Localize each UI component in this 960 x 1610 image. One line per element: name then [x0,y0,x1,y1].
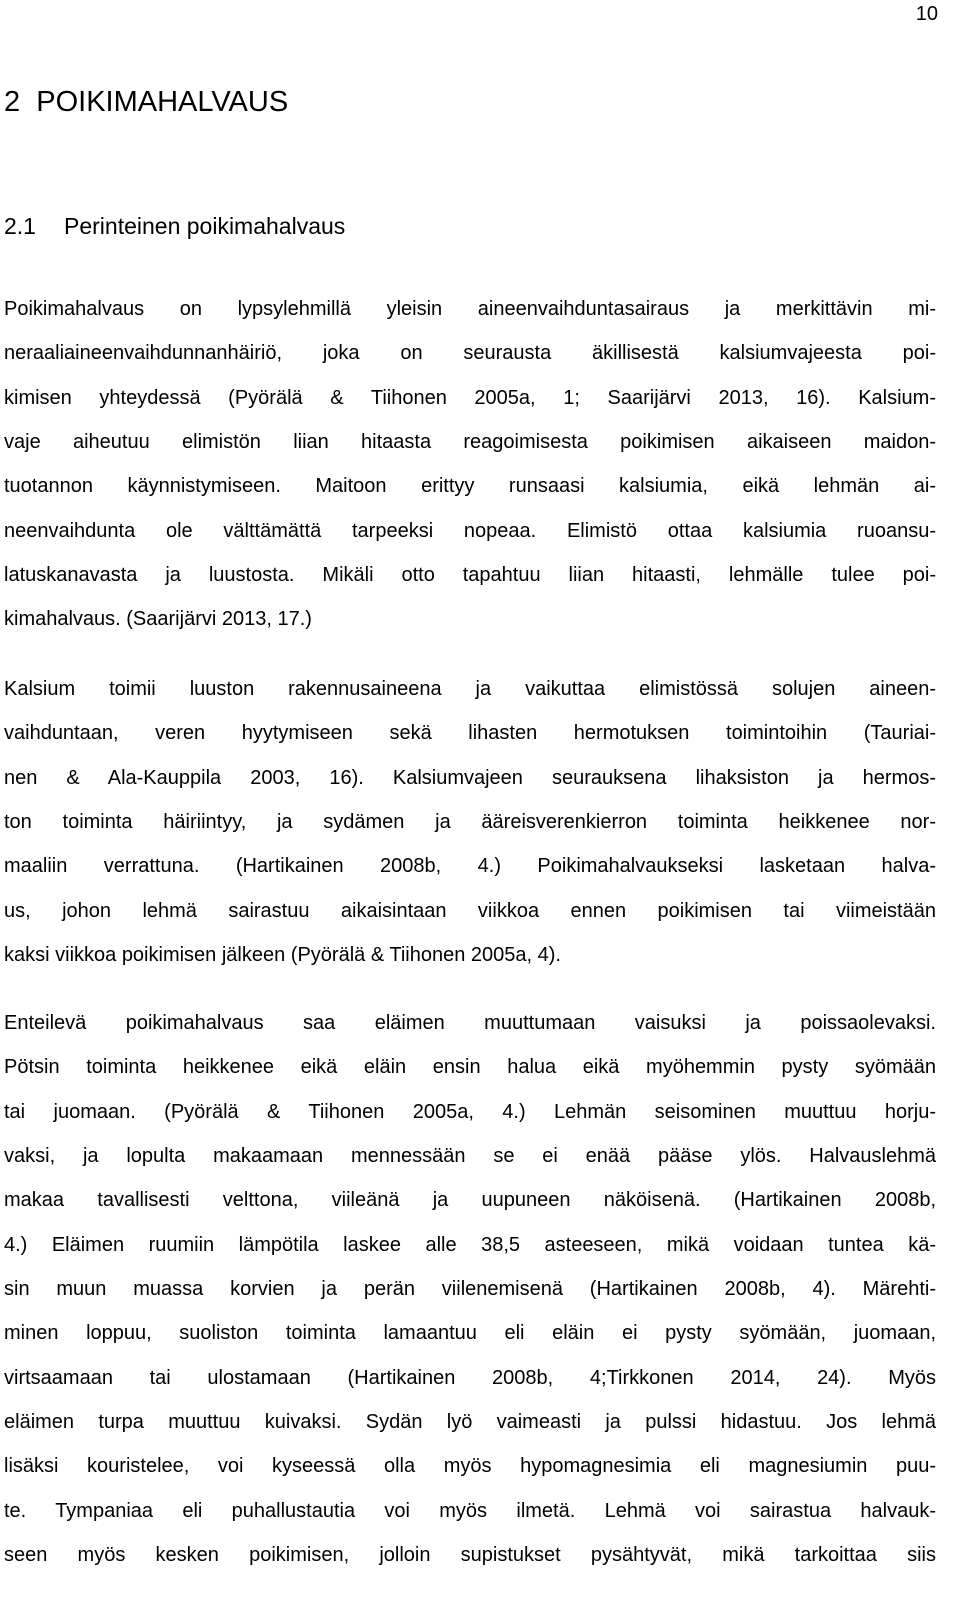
text-line: makaa tavallisesti velttona, viileänä ja uupuneen näköisenä. (Hartikainen 2008b, [4,1189,936,1212]
text-line: sin muun muassa korvien ja perän viilenemisenä (Hartikainen 2008b, 4). Märehti- [4,1278,936,1301]
paragraph-3 [4,1001,936,1577]
text-line: ton toiminta häiriintyy, ja sydämen ja ääreisverenkierron toiminta heikkenee nor- [4,811,936,834]
text-line: vaksi, ja lopulta makaamaan mennessään se ei enää pääse ylös. Halvauslehmä [4,1145,936,1168]
text-line: maaliin verrattuna. (Hartikainen 2008b, 4.) Poikimahalvaukseksi lasketaan halva- [4,855,936,878]
section-number: 2.1 [4,213,36,239]
text-line: tuotannon käynnistymiseen. Maitoon erittyy runsaasi kalsiumia, eikä lehmän ai- [4,475,936,498]
text-line: us, johon lehmä sairastuu aikaisintaan viikkoa ennen poikimisen tai viimeistään [4,899,936,922]
text-line: Poikimahalvaus on lypsylehmillä yleisin aineenvaihduntasairaus ja merkittävin mi- [4,298,936,320]
text-line: neenvaihdunta ole välttämättä tarpeeksi nopeaa. Elimistö ottaa kalsiumia ruoansu- [4,519,936,542]
page-number: 10 [915,3,938,25]
paragraph-1 [4,287,936,642]
paragraph-2 [4,667,936,977]
text-line: Kalsium toimii luuston rakennusaineena ja vaikuttaa elimistössä solujen aineen- [4,678,936,700]
section-title: Perinteinen poikimahalvaus [64,213,346,239]
text-line: kimisen yhteydessä (Pyörälä & Tiihonen 2005a, 1; Saarijärvi 2013, 16). Kalsium- [4,386,936,409]
text-line: Pötsin toiminta heikkenee eikä eläin ensin halua eikä myöhemmin pysty syömään [4,1056,936,1079]
text-line: vaihduntaan, veren hyytymiseen sekä lihasten hermotuksen toimintoihin (Tauriai- [4,722,936,745]
text-line: nen & Ala-Kauppila 2003, 16). Kalsiumvajeen seurauksena lihaksiston ja hermos- [4,766,936,789]
text-line: latuskanavasta ja luustosta. Mikäli otto tapahtuu liian hitaasti, lehmälle tulee poi- [4,564,936,587]
text-line: kimahalvaus. (Saarijärvi 2013, 17.) [4,608,312,631]
text-line: minen loppuu, suoliston toiminta lamaantuu eli eläin ei pysty syömään, juomaan, [4,1322,936,1345]
text-line: seen myös kesken poikimisen, jolloin supistukset pysähtyvät, mikä tarkoittaa siis [4,1544,936,1567]
text-line: eläimen turpa muuttuu kuivaksi. Sydän lyö vaimeasti ja pulssi hidastuu. Jos lehmä [4,1411,936,1434]
text-line: tai juomaan. (Pyörälä & Tiihonen 2005a, 4.) Lehmän seisominen muuttuu horju- [4,1100,936,1123]
section-heading [4,209,345,243]
text-line: lisäksi kouristelee, voi kyseessä olla myös hypomagnesimia eli magnesiumin puu- [4,1455,936,1478]
text-line: neraaliaineenvaihdunnanhäiriö, joka on seurausta äkillisestä kalsiumvajeesta poi- [4,342,936,365]
text-line: Enteilevä poikimahalvaus saa eläimen muuttumaan vaisuksi ja poissaolevaksi. [4,1012,936,1034]
text-line: 4.) Eläimen ruumiin lämpötila laskee alle 38,5 asteeseen, mikä voidaan tuntea kä- [4,1233,936,1256]
text-line: virtsaamaan tai ulostamaan (Hartikainen 2008b, 4;Tirkkonen 2014, 24). Myös [4,1366,936,1389]
text-line: vaje aiheutuu elimistön liian hitaasta reagoimisesta poikimisen aikaiseen maidon- [4,431,936,454]
text-line: kaksi viikkoa poikimisen jälkeen (Pyörälä & Tiihonen 2005a, 4). [4,944,561,967]
chapter-heading: 2 POIKIMAHALVAUS [4,86,289,118]
text-line: te. Tympaniaa eli puhallustautia voi myös ilmetä. Lehmä voi sairastua halvauk- [4,1499,936,1522]
